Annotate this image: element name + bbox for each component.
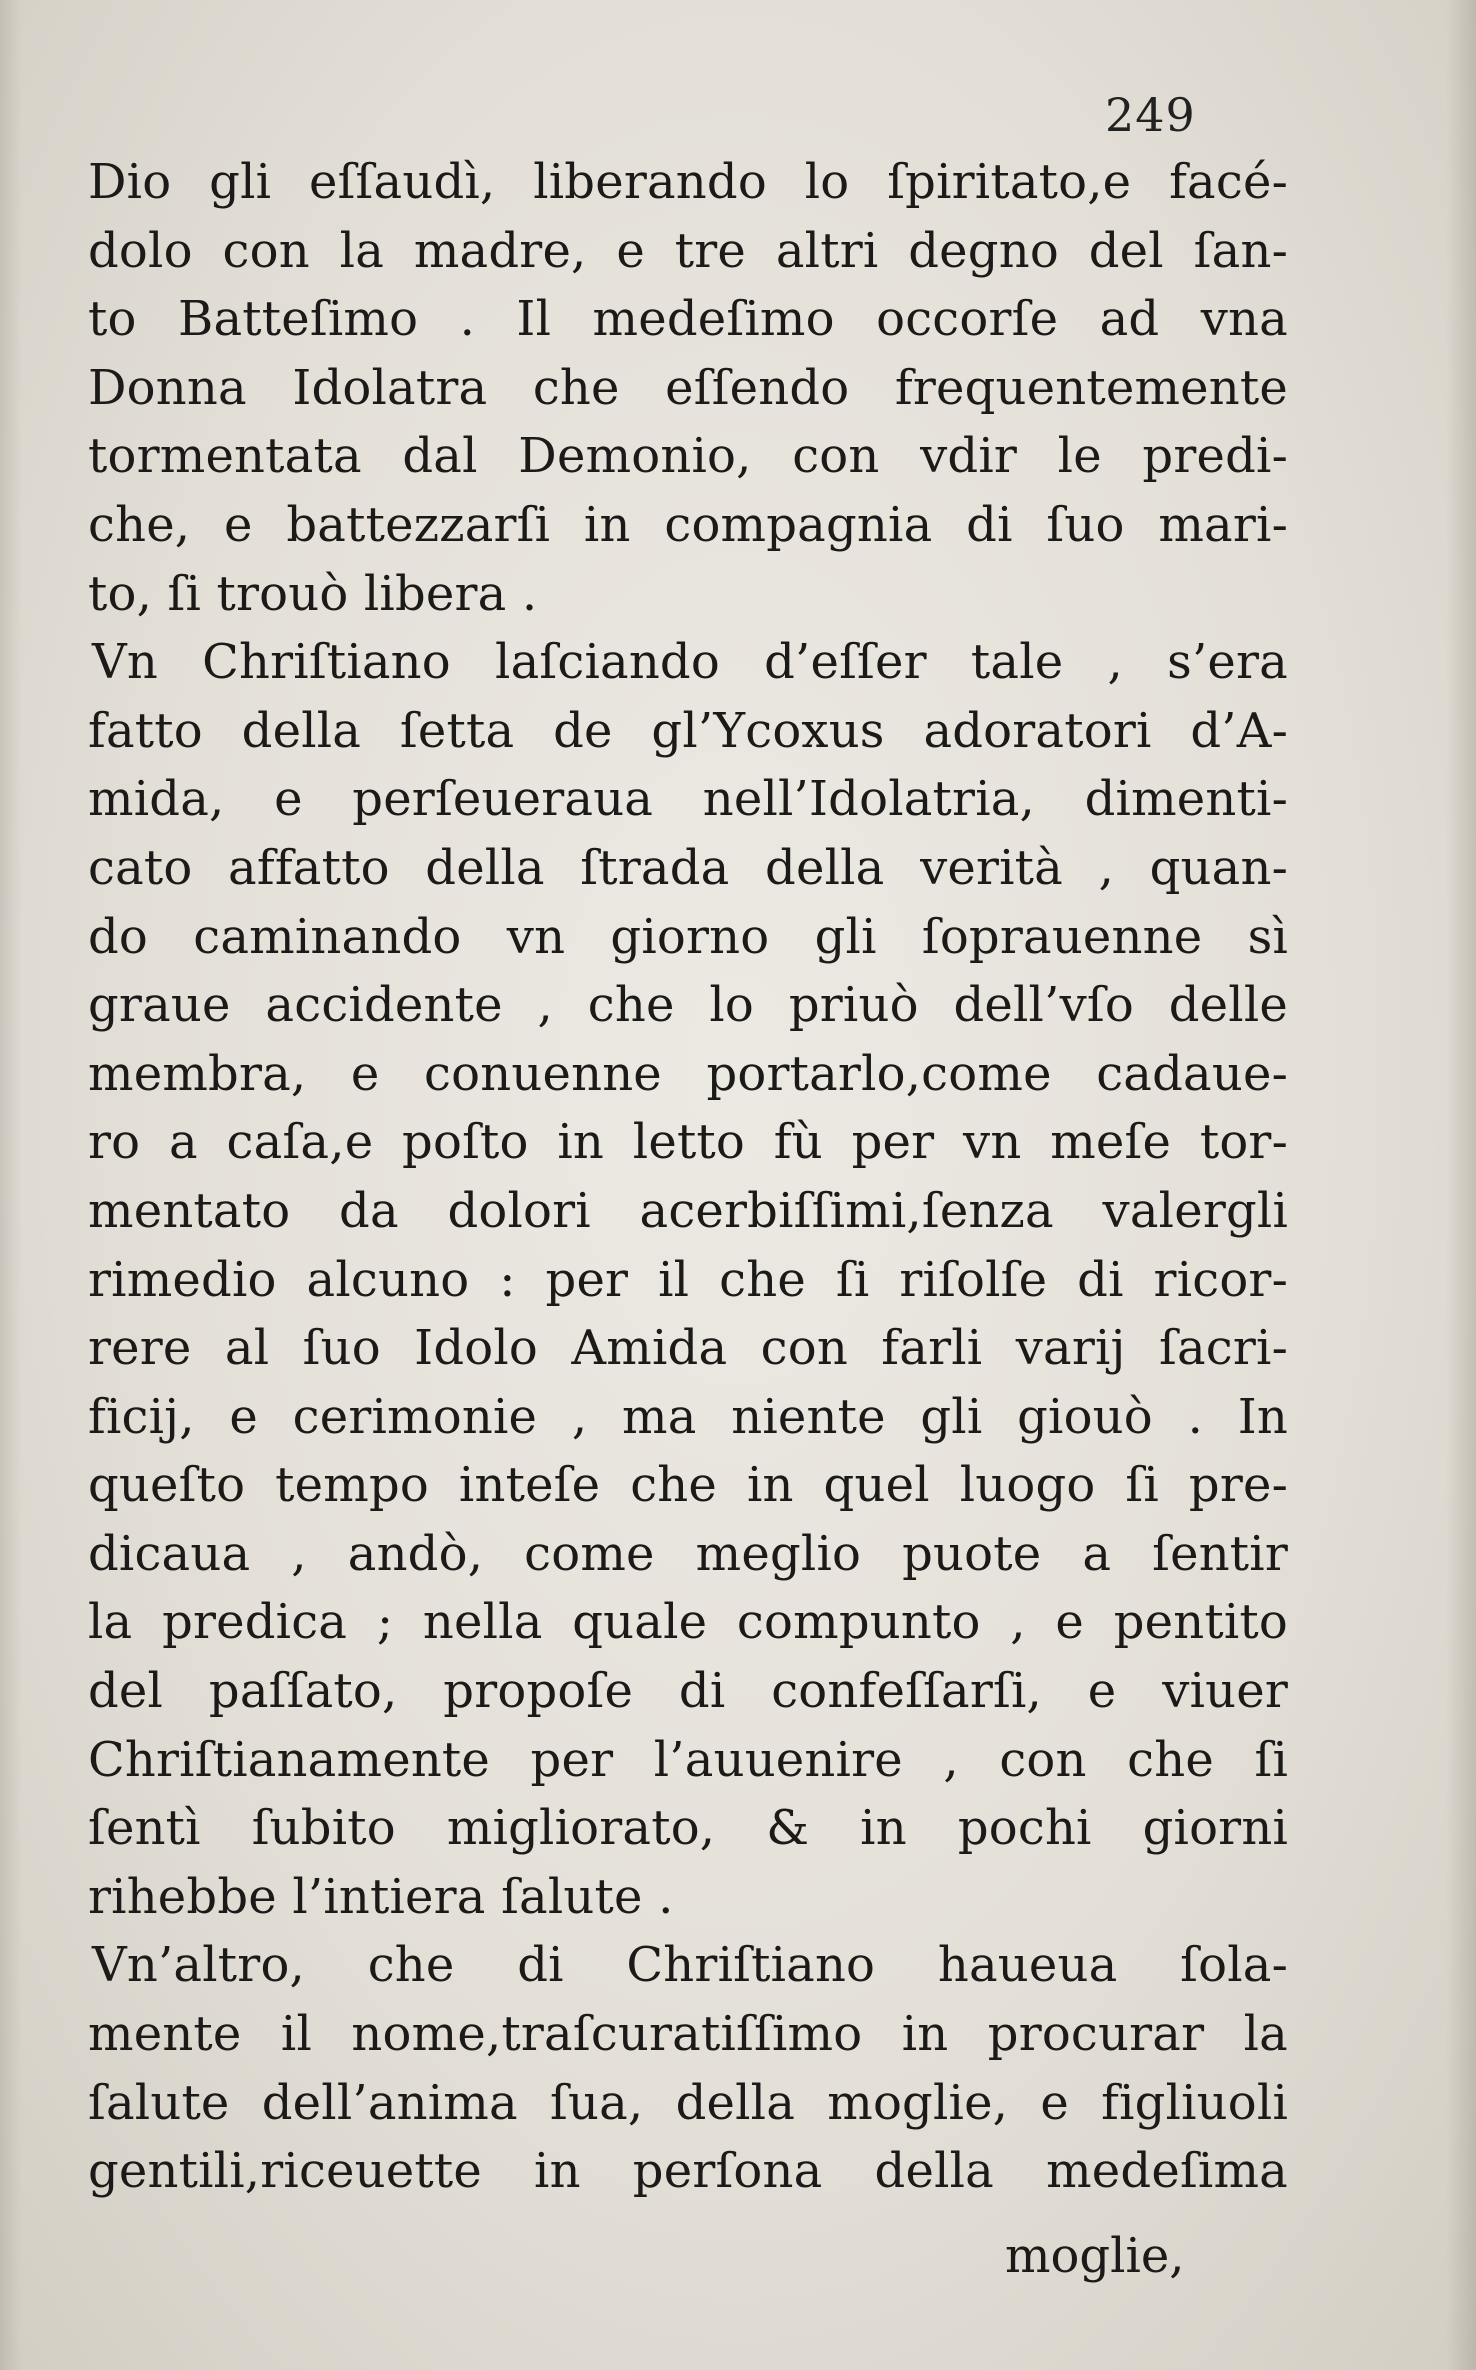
body-text: [88, 148, 1288, 2206]
text-line: Vn’altro, che di Chriſtiano haueua ſola-: [92, 1937, 1288, 1994]
text-line: mente il nome,traſcuratiſſimo in procurar la: [88, 2006, 1288, 2063]
text-line: do caminando vn giorno gli ſoprauenne sì: [88, 908, 1288, 965]
catchword: moglie,: [1005, 2228, 1185, 2284]
text-line: tormentata dal Demonio, con vdir le predi-: [88, 428, 1288, 485]
text-line: dolo con la madre, e tre altri degno del ſan-: [88, 222, 1288, 279]
text-line: dicaua , andò, come meglio puote a ſentir: [88, 1525, 1288, 1582]
text-line: mida, e perſeueraua nell’Idolatria, dimenti-: [88, 771, 1288, 828]
text-line: ſalute dell’anima ſua, della moglie, e figliuoli: [88, 2074, 1288, 2131]
text-line: Chriſtianamente per l’auuenire , con che ſi: [88, 1731, 1288, 1788]
page-shadow-left: [0, 0, 22, 2370]
text-line: Dio gli eſſaudì, liberando lo ſpiritato,e facé-: [88, 154, 1288, 210]
text-line: del paſſato, propoſe di confeſſarſi, e viuer: [88, 1663, 1288, 1720]
text-line: rere al ſuo Idolo Amida con farli varij ſacri-: [88, 1320, 1288, 1377]
text-line: rihebbe l’intiera ſalute .: [88, 1868, 674, 1925]
text-line: che, e battezzarſi in compagnia di ſuo mari-: [88, 496, 1288, 553]
text-line: mentato da dolori acerbiſſimi,ſenza valergli: [88, 1182, 1288, 1239]
text-line: Vn Chriſtiano laſciando d’eſſer tale , s’era: [92, 634, 1288, 691]
text-line: rimedio alcuno : per il che ſi riſolſe di ricor-: [88, 1251, 1288, 1308]
text-line: ficij, e cerimonie , ma niente gli giouò . In: [88, 1388, 1288, 1445]
page-number: 249: [1105, 88, 1196, 142]
text-line: Donna Idolatra che eſſendo frequentemente: [88, 359, 1288, 416]
text-line: to Batteſimo . Il medeſimo occorſe ad vna: [88, 291, 1288, 348]
page-shadow-right: [1446, 0, 1476, 2370]
text-line: graue accidente , che lo priuò dell’vſo delle: [88, 977, 1288, 1034]
text-line: cato affatto della ſtrada della verità , quan-: [88, 839, 1288, 896]
text-line: gentili,riceuette in perſona della medeſima: [88, 2143, 1288, 2200]
text-line: ſentì ſubito migliorato, & in pochi giorni: [88, 1800, 1288, 1857]
text-line: ro a caſa,e poſto in letto fù per vn meſe tor-: [88, 1114, 1288, 1171]
text-line: la predica ; nella quale compunto , e pentito: [88, 1594, 1288, 1651]
text-line: queſto tempo inteſe che in quel luogo ſi pre-: [88, 1457, 1288, 1514]
text-line: membra, e conuenne portarlo,come cadaue-: [88, 1045, 1288, 1102]
text-line: to, ſi trouò libera .: [88, 565, 538, 622]
text-line: fatto della ſetta de gl’Ycoxus adoratori d’A-: [88, 702, 1288, 759]
